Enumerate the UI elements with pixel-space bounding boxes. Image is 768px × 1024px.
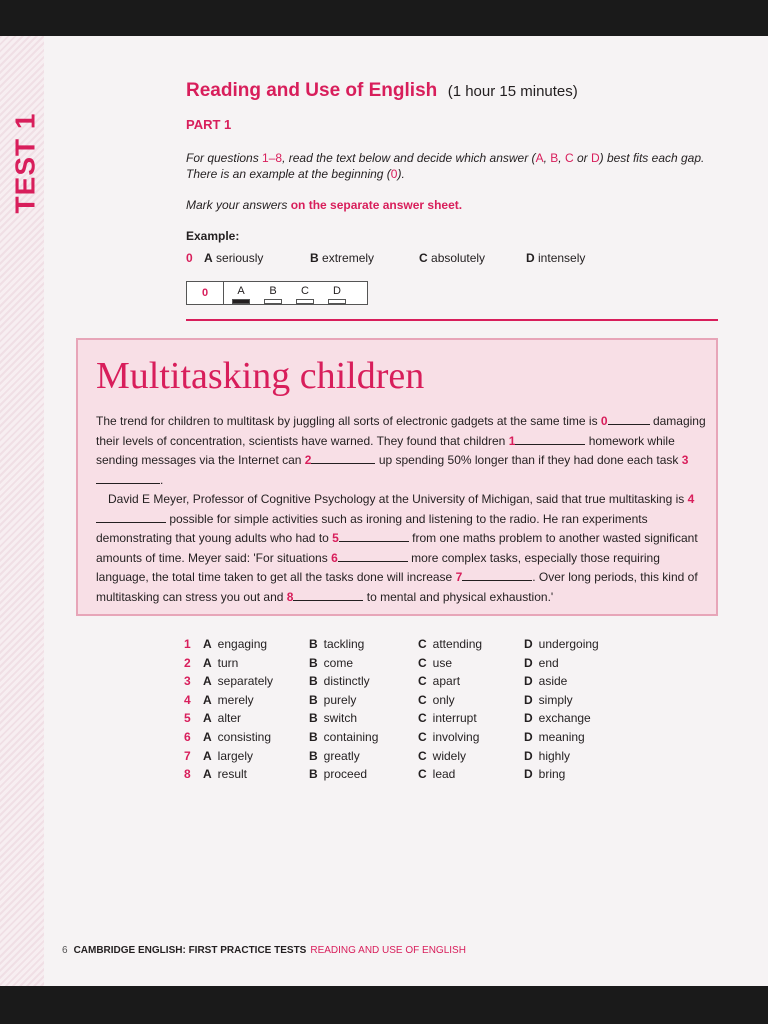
article-paragraph-2: David E Meyer, Professor of Cognitive Psychology at the University of Michigan, said that true multitasking is 4 possible for simple activities such as ironing and listening to the radio. He ran experiments demonstrating that young adults who had to 5 from one maths problem to another wasted significant amounts of time. Meyer said: 'For situations 6 more complex tasks, especially those requiring language, the total time taken to get all the tasks done will increase 7 . Over long periods, this kind of multitasking can stress you out and 8 to mental and physical exhaustion.' [96,492,698,604]
gap-number: 2 [304,453,312,467]
example-option-a: A seriously [204,251,264,265]
gap-number: 7 [455,570,463,584]
book-title: CAMBRIDGE ENGLISH: FIRST PRACTICE TESTS [73,945,307,956]
gap-number: 3 [681,453,689,467]
section-duration: (1 hour 15 minutes) [447,83,578,100]
article-paragraph-1: The trend for children to multitask by juggling all sorts of electronic gadgets at the same time is 0 damaging their levels of concentration, scientists have warned. They found that children 1 homework while sending messages via the Internet can 2 up spending 50% longer than if they had done each task 3. [96,414,706,487]
answer-sheet-instruction: Mark your answers on the separate answer sheet. [186,198,463,212]
exam-page: TEST 1 Reading and Use of English (1 hour 15 minutes) PART 1 For questions 1–8, read the text below and decide which answer (A, B, C or D) best fits each gap. There is an example at the beginning (0). Mark your answers on the separate answer sheet. Example: 0 A seriously B extremely C absolutely D intensely 0 A B C D Multitasking children The trend for children to multitask by juggling all sorts of electronic gadgets at the same time is 0 damaging their levels of concentration, scientists have warned. They found that children 1 homework while sending messages via the Internet can 2 up spending 50% longer than if they had done each task 3. David E Meyer, Professor of Cognitive Psychology at the University of Michigan, said that true multitasking is 4 possible for simple activities such as ironing and listening to the radio. He ran experiments demonstrating that young adults who had to 5 from one maths problem to another wasted significant amounts of time. Meyer said: 'For situations 6 more complex tasks, especially those requiring language, the total time taken to get all the tasks done will increase 7 . Over long periods, this kind of multitasking can stress you out and 8 to mental and physical exhaustion.' 1 A engaging B tackling C attending D undergoing 2 A turn B come C use D end 3 A separately B distinctly C apart D aside 4 A merely B purely C only D simply 5 A alter B switch C interrupt D exchange 6 A consisting B containing C involving D meaning 7 A largely B greatly C widely D highly 8 A result B proceed C lead D bring 6 CAMBRIDGE ENGLISH: FIRST PRACTICE TESTS READING AND USE OF ENGLISH [0,36,768,986]
gap-number: 1 [508,433,516,448]
test-side-tab [10,98,40,228]
grid-number: 0 [187,282,224,304]
article-text [96,412,706,607]
page-number: 6 [62,945,68,956]
example-answer-grid [186,281,368,305]
section-heading [186,80,578,102]
section-name: READING AND USE OF ENGLISH [310,945,466,956]
example-option-c: C absolutely [419,251,486,265]
gap-number: 6 [331,550,338,565]
grid-choice-b: B [261,285,285,304]
grid-choice-a: A [229,285,253,304]
gap-number: 5 [332,531,339,545]
section-title: Reading and Use of English [186,80,438,101]
grid-choice-c: C [293,285,317,304]
gap-number: 0 [600,414,608,428]
part-label: PART 1 [186,117,232,132]
gap-number: 8 [286,589,294,604]
example-option-d: D intensely [526,251,586,265]
example-number: 0 [186,251,193,265]
example-option-b: B extremely [310,251,375,265]
article-box [76,338,718,616]
grid-choice-d: D [325,285,349,304]
gap-number: 4 [687,492,695,506]
divider-rule [186,319,718,321]
article-title: Multitasking children [96,355,425,397]
page-footer [62,945,466,956]
test-side-tab-label: TEST 1 [9,112,41,214]
instructions: For questions 1–8, read the text below and decide which answer (A, B, C or D) best fits each gap. There is an example at the beginning (0). [186,151,705,181]
example-label: Example: [186,229,240,243]
